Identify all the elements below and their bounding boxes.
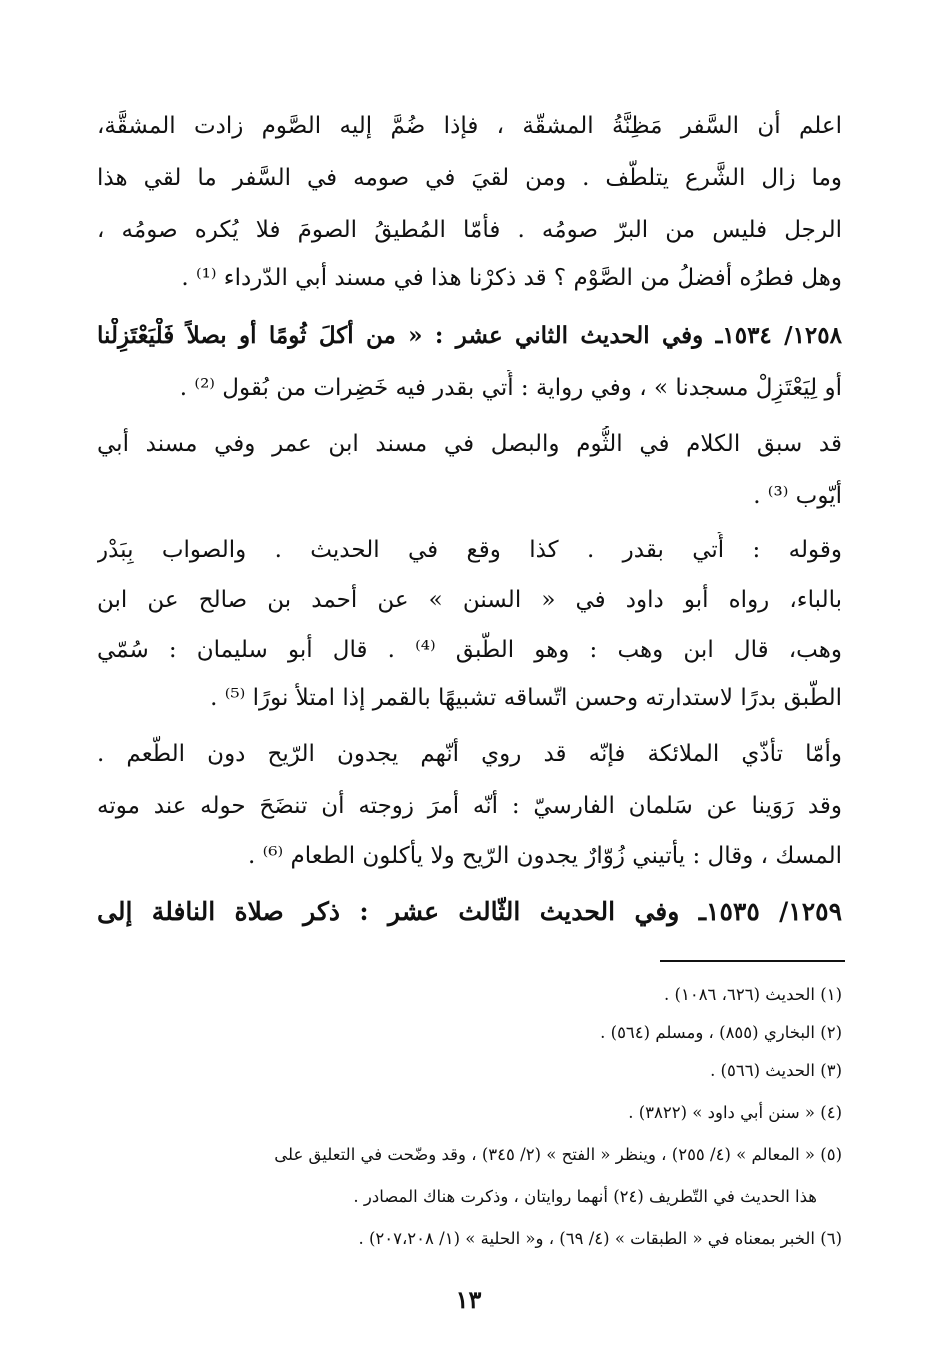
body-line: الطّبق بدرًا لاستدارته وحسن اتّساقه تشبيهًا بالقمر إذا امتلأ نورًا ⁽⁵⁾ . [210,685,842,711]
body-line: اعلم أن السَّفر مَظِنَّةُ المشقّة ، فإذا ضُمَّ إليه الصَّوم زادت المشقَّة، [97,113,842,139]
footnote-3: (٣) الحديث (٥٦٦) . [710,1061,842,1080]
body-line: وقد رَوَينا عن سَلمان الفارسيّ : أنّه أمرَ زوجته أن تنضَحَ حوله عند موته [97,793,842,819]
body-line: قد سبق الكلام في الثُّوم والبصل في مسند ابن عمر وفي مسند أبي [97,431,842,457]
body-line: وما زال الشَّرع يتلطّف . ومن لقيَ في صومه في السَّفر ما لقي هذا [97,165,842,191]
page-number: ١٣ [455,1285,482,1314]
footnote-separator [660,960,845,962]
footnote-6: (٦) الخبر بمعناه في « الطبقات » (٤/ ٦٩) ، و« الحلية » (١/ ٢٠٧،٢٠٨) . [358,1229,842,1248]
body-line: الرجل فليس من البرّ صومُه . فأمّا المُطيقُ الصومَ فلا يُكره صومُه ، [97,217,842,243]
hadith-heading-1258: ١٢٥٨/ ١٥٣٤ـ وفي الحديث الثاني عشر : « من أكلَ ثُومًا أو بصلاً فَلْيَعْتَزِلْنا [97,322,842,349]
footnote-4: (٤) « سنن أبي داود » (٣٨٢٢) . [628,1103,842,1122]
footnote-2: (٢) البخاري (٨٥٥) ، ومسلم (٥٦٤) . [600,1023,842,1042]
body-line: أو لِيَعْتَزِلْ مسجدنا » ، وفي رواية : أُتي بقدر فيه خَضِرات من بُقول ⁽²⁾ . [179,375,842,401]
body-line: بالباء، رواه أبو داود في « السنن » عن أحمد بن صالح عن ابن [97,587,842,613]
hadith-heading-1259: ١٢٥٩/ ١٥٣٥ـ وفي الحديث الثّالث عشر : ذكر صلاة النافلة إلى [97,897,842,926]
body-line: المسك ، وقال : يأتيني زُوّارٌ يجدون الرّيح ولا يأكلون الطعام ⁽⁶⁾ . [248,843,842,869]
body-line: أيّوب ⁽³⁾ . [753,483,842,509]
footnote-1: (١) الحديث (٦٢٦، ١٠٨٦) . [664,985,842,1004]
footnote-5: (٥) « المعالم » (٤/ ٢٥٥) ، وينظر « الفتح » (٢/ ٣٤٥) ، وقد وضّحت في التعليق على [274,1145,842,1164]
body-line: وهل فطرُه أفضلُ من الصَّوْم ؟ قد ذكرْنا هذا في مسند أبي الدّرداء ⁽¹⁾ . [181,265,842,291]
footnote-5-continued: هذا الحديث في التّطريف (٢٤) أنهما روايتان ، وذكرت هناك المصادر . [353,1187,817,1206]
body-line: وهب، قال ابن وهب : وهو الطّبق ⁽⁴⁾ . قال أبو سليمان : سُمّي [97,637,842,663]
body-line: وأمّا تأذّي الملائكة فإنّه قد روي أنّهم يجدون الرّيح دون الطّعم . [97,741,842,767]
body-line: وقوله : أُتي بقدر . كذا وقع في الحديث . والصواب بِبَدْر [97,537,842,563]
